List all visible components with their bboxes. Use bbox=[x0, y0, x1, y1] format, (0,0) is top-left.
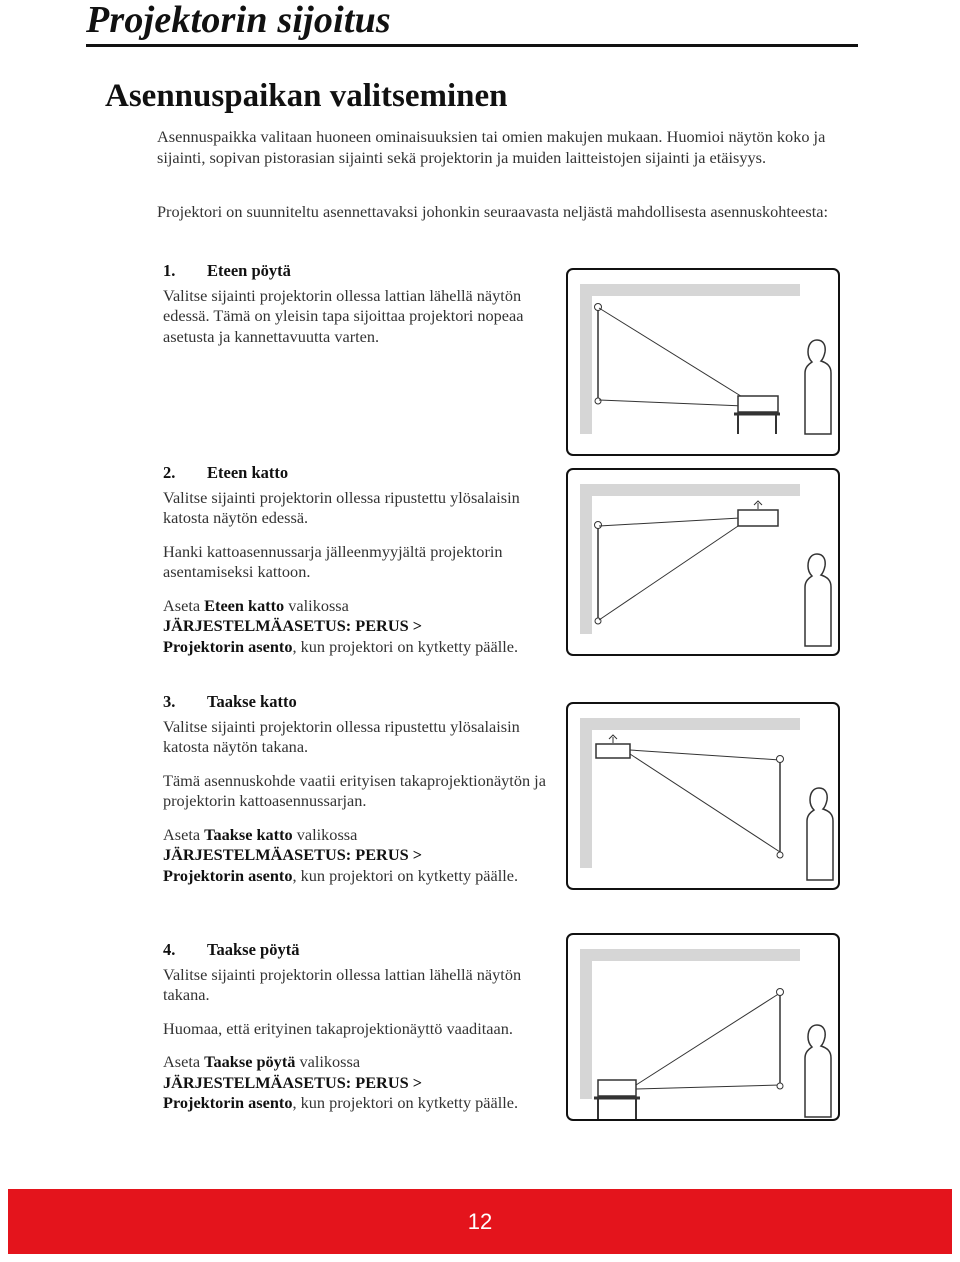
section-title: Asennuspaikan valitseminen bbox=[105, 78, 508, 114]
front-ceiling-illustration bbox=[568, 470, 842, 658]
chapter-rule bbox=[86, 44, 858, 47]
option-rear-ceiling bbox=[163, 692, 553, 886]
option-heading: 2. Eteen katto bbox=[163, 463, 289, 482]
page-footer bbox=[8, 1189, 952, 1254]
option-description: Valitse sijainti projektorin ollessa lattian lähellä näytön takana. bbox=[163, 964, 522, 1004]
diagram-rear-ceiling bbox=[566, 702, 840, 890]
option-setting: Aseta Eteen katto valikossa JÄRJESTELMÄASETUS: PERUS > Projektorin asento, kun projektori on kytketty päälle. bbox=[163, 595, 519, 656]
option-description: Valitse sijainti projektorin ollessa lattian lähellä näytön edessä. Tämä on yleisin tapa sijoittaa projektori nopeaa asetusta ja kannettavuutta varten. bbox=[163, 285, 524, 346]
rear-table-illustration bbox=[568, 935, 842, 1123]
diagram-front-table bbox=[566, 268, 840, 456]
option-setting: Aseta Taakse katto valikossa JÄRJESTELMÄASETUS: PERUS > Projektorin asento, kun projektori on kytketty päälle. bbox=[163, 824, 519, 885]
diagram-front-ceiling bbox=[566, 468, 840, 656]
option-heading: 3. Taakse katto bbox=[163, 692, 297, 711]
option-heading: 1. Eteen pöytä bbox=[163, 261, 291, 280]
option-rear-table bbox=[163, 940, 553, 1114]
option-note: Hanki kattoasennussarja jälleenmyyjältä projektorin asentamiseksi kattoon. bbox=[163, 541, 503, 581]
rear-ceiling-illustration bbox=[568, 704, 842, 892]
option-setting: Aseta Taakse pöytä valikossa JÄRJESTELMÄASETUS: PERUS > Projektorin asento, kun projektori on kytketty päälle. bbox=[163, 1052, 519, 1112]
option-description: Valitse sijainti projektorin ollessa ripustettu ylösalaisin katosta näytön takana. bbox=[163, 716, 520, 756]
diagram-rear-table bbox=[566, 933, 840, 1121]
chapter-title: Projektorin sijoitus bbox=[86, 0, 391, 41]
intro-paragraph: Asennuspaikka valitaan huoneen ominaisuuksien tai omien makujen mukaan. Huomioi näytön koko ja sijainti, sopivan pistorasian sijainti sekä projektorin ja muiden laitteistojen sijainti ja etäisyys. bbox=[157, 127, 826, 167]
intro-paragraph-2: Projektori on suunniteltu asennettavaksi johonkin seuraavasta neljästä mahdollisesta asennuskohteesta: bbox=[157, 202, 828, 221]
option-note: Huomaa, että erityinen takaprojektionäyttö vaaditaan. bbox=[163, 1018, 513, 1038]
front-table-illustration bbox=[568, 270, 842, 458]
option-heading: 4. Taakse pöytä bbox=[163, 940, 300, 959]
option-front-table bbox=[163, 261, 553, 347]
option-description: Valitse sijainti projektorin ollessa ripustettu ylösalaisin katosta näytön edessä. bbox=[163, 487, 520, 527]
option-front-ceiling bbox=[163, 463, 553, 657]
page-number: 12 bbox=[467, 1209, 493, 1234]
option-note: Tämä asennuskohde vaatii erityisen takaprojektionäytön ja projektorin kattoasennussarjan. bbox=[163, 770, 546, 810]
